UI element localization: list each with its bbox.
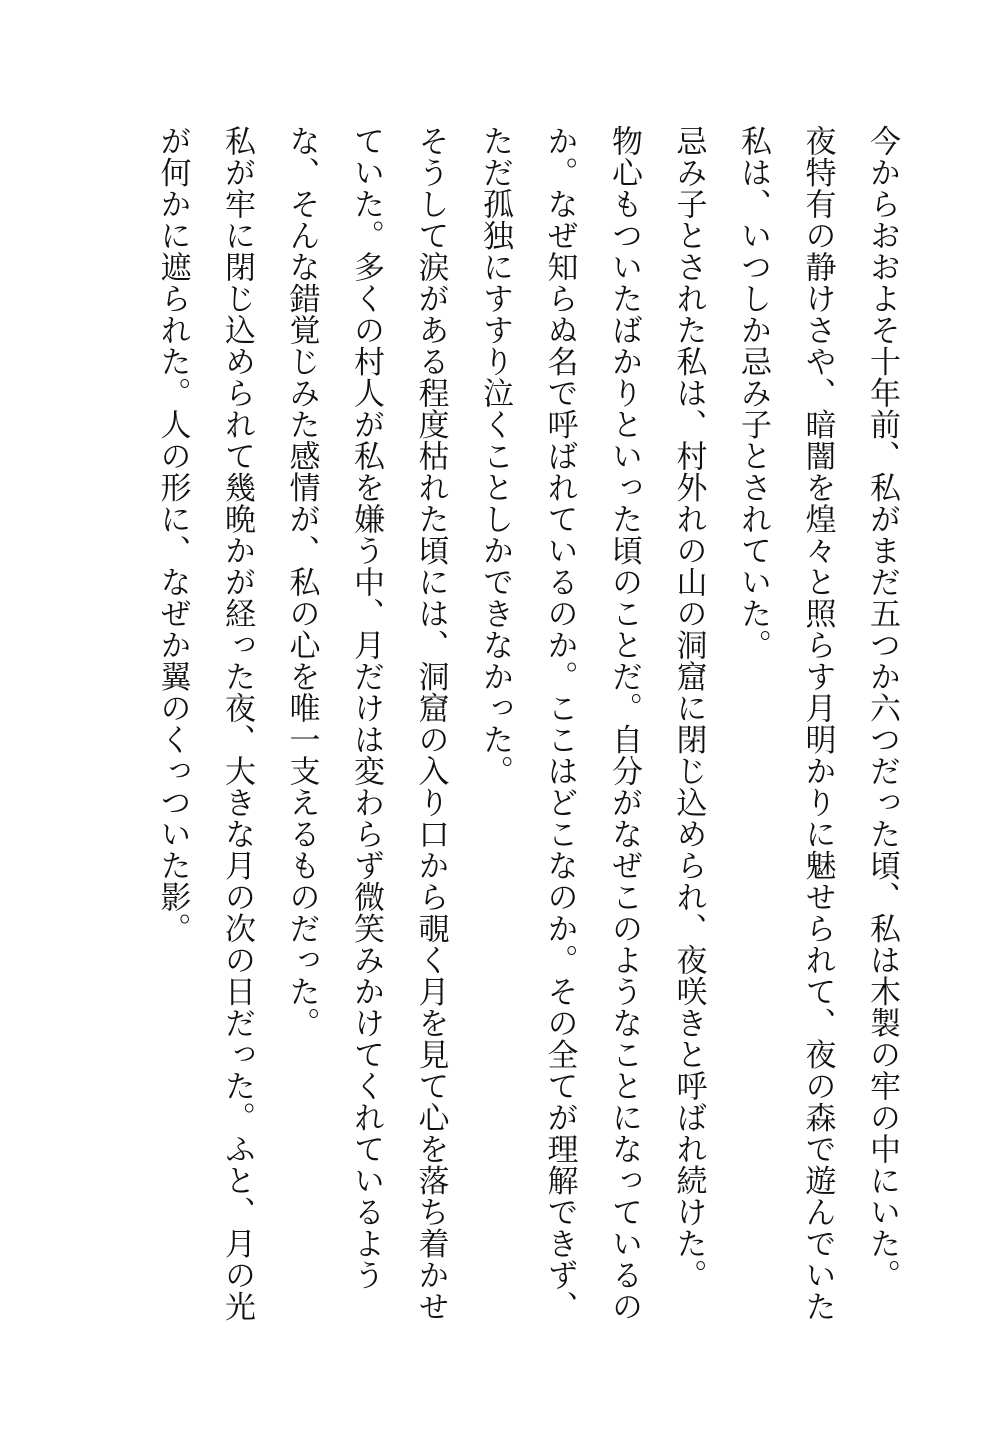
paragraph-3: 忌み子とされた私は、村外れの山の洞窟に閉じ込められ、夜咲きと呼ばれ続けた。 (670, 125, 707, 1291)
paragraph-4: 物心もついたばかりといった頃のことだ。自分がなぜこのようなことになっているのか。なぜ知らぬ名で呼ばれているのか。ここはどこなのか。その全てが理解できず、ただ孤独にすすり泣くことしかできなかった。 (477, 125, 642, 1322)
paragraph-5: そうして涙がある程度枯れた頃には、洞窟の入り口から覗く月を見て心を落ち着かせていた。多くの村人が私を嫌う中、月だけは変わらず微笑みかけてくれているような、そんな錯覚じみた感情が、私の心を唯一支えるものだった。 (283, 125, 449, 1322)
paragraph-6: 私が牢に閉じ込められて幾晩かが経った夜、大きな月の次の日だった。ふと、月の光が何かに遮られた。人の形に、なぜか翼のくっついた影。 (154, 125, 255, 1322)
vertical-text-body (140, 125, 914, 1345)
paragraph-2: 夜特有の静けさや、暗闇を煌々と照らす月明かりに魅せられて、夜の森で遊んでいた私は、いつしか忌み子とされていた。 (735, 125, 836, 1322)
paragraph-1: 今からおおよそ十年前、私がまだ五つか六つだった頃、私は木製の牢の中にいた。 (864, 125, 900, 1291)
